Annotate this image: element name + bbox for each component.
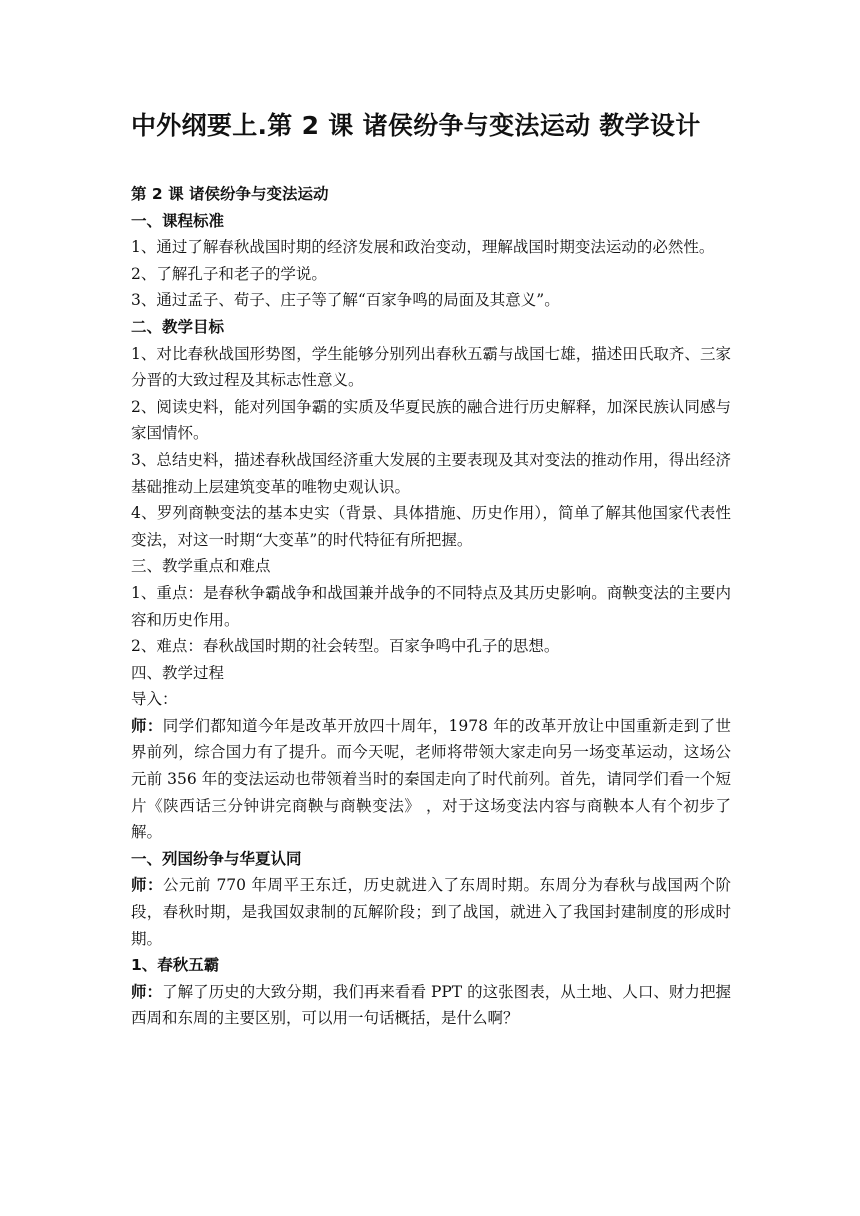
goals-item-2: 2、阅读史料，能对列国争霸的实质及华夏民族的融合进行历史解释，加深民族认同感与家国情怀。 — [131, 397, 731, 443]
goals-item-4: 4、罗列商鞅变法的基本史实（背景、具体措施、历史作用），简单了解其他国家代表性变法，对这一时期“大变革”的时代特征有所把握。 — [131, 504, 731, 549]
section-heading-standards: 一、课程标准 — [131, 211, 225, 230]
goals-item-3: 3、总结史料，描述春秋战国经济重大发展的主要表现及其对变法的推动作用，得出经济基础推动上层建筑变革的唯物史观认识。 — [131, 450, 731, 496]
standards-item-3: 3、通过孟子、荀子、庄子等了解“百家争鸣的局面及其意义”。 — [131, 291, 560, 310]
part1-heading: 一、列国纷争与华夏认同 — [131, 849, 302, 868]
intro-label: 导入： — [131, 690, 178, 709]
key-points-item-2: 2、难点：春秋战国时期的社会转型。百家争鸣中孔子的思想。 — [131, 637, 560, 656]
document-body — [131, 181, 731, 1032]
sub1-paragraph — [131, 979, 731, 1032]
key-points-item-1: 1、重点：是春秋争霸战争和战国兼并战争的不同特点及其历史影响。商鞅变法的主要内容和历史作用。 — [131, 583, 731, 629]
section-heading-key-points: 三、教学重点和难点 — [131, 557, 271, 576]
goals-item-1: 1、对比春秋战国形势图，学生能够分别列出春秋五霸与战国七雄，描述田氏取齐、三家分晋的大致过程及其标志性意义。 — [131, 344, 731, 390]
part1-paragraph — [131, 872, 731, 952]
teacher-label: 师： — [131, 876, 164, 895]
section-heading-goals: 二、教学目标 — [131, 317, 225, 336]
standards-item-1: 1、通过了解春秋战国时期的经济发展和政治变动，理解战国时期变法运动的必然性。 — [131, 238, 715, 257]
intro-paragraph — [131, 713, 731, 846]
teacher-label: 师： — [131, 716, 163, 735]
standards-item-2: 2、了解孔子和老子的学说。 — [131, 264, 327, 283]
document-title: 中外纲要上.第 2 课 诸侯纷争与变法运动 教学设计 — [131, 111, 701, 140]
lesson-heading: 第 2 课 诸侯纷争与变法运动 — [131, 185, 329, 203]
sub1-text: 了解了历史的大致分期，我们再来看看 PPT 的这张图表，从土地、人口、财力把握西周和东周的主要区别，可以用一句话概括，是什么啊？ — [131, 982, 731, 1028]
section-heading-process: 四、教学过程 — [131, 663, 225, 682]
part1-text: 公元前 770 年周平王东迁，历史就进入了东周时期。东周分为春秋与战国两个阶段，春秋时期，是我国奴隶制的瓦解阶段；到了战国，就进入了我国封建制度的形成时期。 — [131, 876, 731, 948]
sub1-heading: 1、春秋五霸 — [131, 956, 220, 975]
intro-text: 同学们都知道今年是改革开放四十周年，1978 年的改革开放让中国重新走到了世界前列，综合国力有了提升。而今天呢，老师将带领大家走向另一场变革运动，这场公元前 356 年的变法运动也带领着当时的秦国走向了时代前列。首先，请同学们看一个短片《陕西话三分钟讲完商鞅与商鞅变法》 ，对于这场变法内容与商鞅本人有个初步了解。 — [131, 716, 731, 842]
teacher-label: 师： — [131, 982, 163, 1001]
